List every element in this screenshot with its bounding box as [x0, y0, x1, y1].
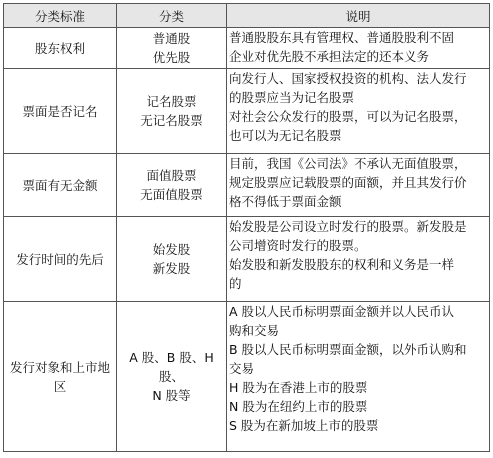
category-cell — [117, 302, 227, 452]
criterion-text: 票面有无金额 — [22, 177, 98, 193]
table-row — [4, 302, 490, 452]
explanation-cell — [227, 154, 490, 217]
header-explanation: 说明 — [227, 4, 490, 28]
explanation-line: 的股票应当为记名股票 — [229, 90, 355, 105]
category-text: 始发股 — [152, 242, 191, 257]
category-text: 无记名股票 — [140, 113, 203, 128]
explanation-line: 公司增资时发行的股票。 — [229, 238, 367, 253]
explanation-line: A 股以人民币标明票面金额并以人民币认 — [229, 304, 455, 319]
stock-classification-table — [3, 3, 490, 452]
category-text: 面值股票 — [146, 168, 197, 183]
table-row — [4, 69, 490, 154]
header-criterion: 分类标准 — [4, 4, 117, 28]
explanation-line: B 股以人民币标明票面金额，以外币认购和 — [229, 342, 467, 357]
category-text: 优先股 — [152, 50, 191, 65]
category-cell — [117, 69, 227, 154]
criterion-text: 发行对象和上市地 — [9, 359, 110, 375]
explanation-line: 普通股股东具有管理权、普通股股利不固 — [229, 30, 455, 45]
criterion-cell — [4, 217, 117, 302]
header-category: 分类 — [117, 4, 227, 28]
explanation-cell — [227, 217, 490, 302]
explanation-line: 始发股是公司设立时发行的股票。新发股是 — [229, 219, 467, 234]
criterion-text: 区 — [53, 378, 67, 394]
table-row — [4, 154, 490, 217]
explanation-line: 格不得低于票面金额 — [229, 194, 342, 209]
explanation-cell — [227, 302, 490, 452]
explanation-line: 企业对优先股不承担法定的还本义务 — [229, 49, 430, 64]
criterion-text: 票面是否记名 — [22, 103, 98, 119]
category-text: 无面值股票 — [140, 187, 203, 202]
explanation-line: 购和交易 — [229, 323, 280, 338]
category-text: A 股、B 股、H 股、 — [129, 350, 214, 384]
category-cell — [117, 217, 227, 302]
explanation-line: 也可以为无记名股票 — [229, 128, 342, 143]
category-text: 新发股 — [152, 261, 191, 276]
criterion-cell — [4, 154, 117, 217]
explanation-cell — [227, 28, 490, 69]
category-cell — [117, 28, 227, 69]
explanation-line: S 股为在新加坡上市的股票 — [229, 418, 379, 433]
explanation-line: 始发股和新发股股东的权利和义务是一样 — [229, 257, 455, 272]
explanation-line: 对社会公众发行的股票，可以为记名股票， — [229, 109, 467, 124]
table-row — [4, 28, 490, 69]
explanation-line: 向发行人、国家授权投资的机构、法人发行 — [229, 71, 467, 86]
criterion-cell — [4, 302, 117, 452]
criterion-text: 发行时间的先后 — [16, 251, 104, 267]
table-row — [4, 217, 490, 302]
explanation-line: N 股为在纽约上市的股票 — [229, 399, 368, 414]
category-text: 记名股票 — [146, 94, 197, 109]
category-text: 普通股 — [152, 31, 191, 46]
explanation-cell — [227, 69, 490, 154]
explanation-line: H 股为在香港上市的股票 — [229, 380, 368, 395]
category-text: N 股等 — [152, 388, 191, 403]
table-header-row — [4, 4, 490, 28]
criterion-text: 股东权利 — [34, 40, 85, 56]
explanation-line: 目前，我国《公司法》不承认无面值股票， — [229, 156, 467, 171]
criterion-cell — [4, 69, 117, 154]
explanation-line: 交易 — [229, 361, 255, 376]
criterion-cell — [4, 28, 117, 69]
explanation-line: 规定股票应记载股票的面额，并且其发行价 — [229, 175, 467, 190]
category-cell — [117, 154, 227, 217]
explanation-line: 的 — [229, 276, 242, 291]
